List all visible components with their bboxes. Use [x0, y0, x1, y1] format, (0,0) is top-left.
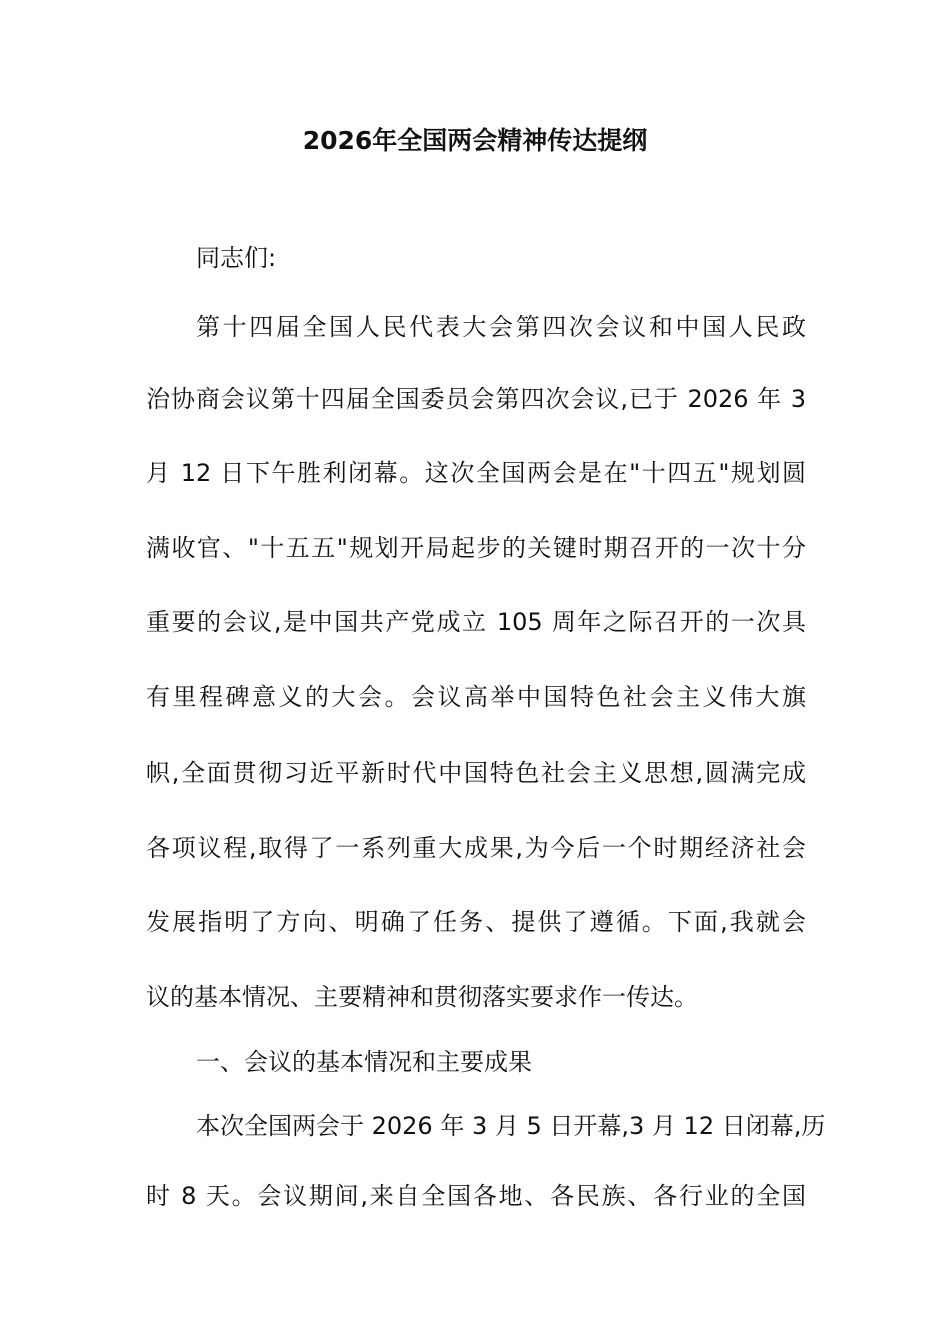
paragraph-line: 发展指明了方向、明确了任务、提供了遵循。下面,我就会 [146, 908, 806, 936]
paragraph-line: 治协商会议第十四届全国委员会第四次会议,已于 2026 年 3 [146, 385, 806, 413]
paragraph-line: 月 12 日下午胜利闭幕。这次全国两会是在"十四五"规划圆 [146, 459, 806, 487]
section-heading: 一、会议的基本情况和主要成果 [196, 1048, 532, 1076]
paragraph-line: 满收官、"十五五"规划开局起步的关键时期召开的一次十分 [146, 534, 806, 562]
paragraph-line: 有里程碑意义的大会。会议高举中国特色社会主义伟大旗 [146, 683, 806, 711]
paragraph-line: 本次全国两会于 2026 年 3 月 5 日开幕,3 月 12 日闭幕,历 [196, 1112, 826, 1140]
document-title: 2026年全国两会精神传达提纲 [302, 126, 648, 155]
paragraph-line: 时 8 天。会议期间,来自全国各地、各民族、各行业的全国 [146, 1182, 806, 1210]
paragraph-line: 各项议程,取得了一系列重大成果,为今后一个时期经济社会 [146, 834, 806, 862]
paragraph-line: 第十四届全国人民代表大会第四次会议和中国人民政 [196, 313, 806, 341]
salutation: 同志们: [196, 244, 277, 272]
paragraph-line: 议的基本情况、主要精神和贯彻落实要求作一传达。 [146, 983, 698, 1011]
paragraph-line: 重要的会议,是中国共产党成立 105 周年之际召开的一次具 [146, 608, 806, 636]
paragraph-line: 帜,全面贯彻习近平新时代中国特色社会主义思想,圆满完成 [146, 759, 806, 787]
